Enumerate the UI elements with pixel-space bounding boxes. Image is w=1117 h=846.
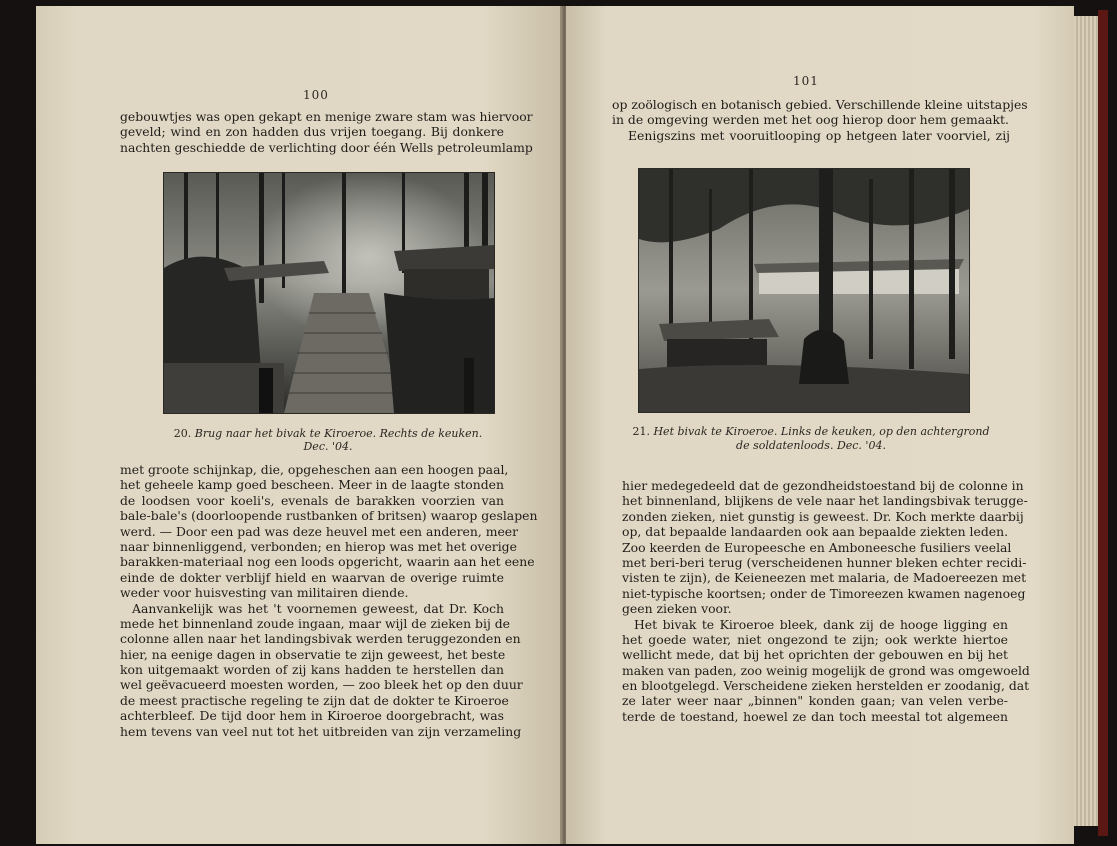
text-line: Zoo keerden de Europeesche en Amboneesche fusiliers veelal: [622, 539, 1012, 555]
text-line: visten te zijn), de Keieneezen met malaria, de Madoereezen met: [622, 570, 1027, 586]
text-line: niet-typische koortsen; onder de Timoreezen kwamen nagenoeg: [622, 585, 1026, 601]
text-line: in de omgeving werden met het oog hierop door hem gemaakt.: [612, 112, 1009, 128]
figure-21-caption-line1-wrap: [612, 425, 1010, 439]
text-line: nachten geschiedde de verlichting door één Wells petroleumlamp: [120, 139, 533, 155]
text-line: terde de toestand, hoewel ze dan toch meestal tot algemeen: [622, 708, 1008, 724]
text-line: bale-bale's (doorloopende rustbanken of britsen) waarop geslapen: [120, 508, 538, 524]
figure-21-caption: [612, 425, 1010, 453]
text-line: hem tevens van veel nut tot het uitbreiden van zijn verzameling: [120, 723, 522, 739]
figure-20-caption-text: Brug naar het bivak te Kiroeroe. Rechts de keuken. Dec. '04.: [194, 427, 483, 453]
left-bottom-text: [120, 462, 538, 739]
text-line: maken van paden, zoo weinig mogelijk de grond was omgewoeld: [622, 662, 1030, 678]
text-line: barakken-materiaal nog een loods opgericht, waarin aan het eene: [120, 554, 535, 570]
text-line: het binnenland, blijkens de vele naar het landingsbivak terugge-: [622, 493, 1028, 509]
figure-21-photo: [638, 168, 970, 413]
text-line: het goede water, niet ongezond te zijn; ook werkte hiertoe: [622, 631, 1008, 647]
text-line: Aanvankelijk was het 't voornemen geweest, dat Dr. Koch: [132, 600, 504, 616]
right-page: [566, 6, 1074, 844]
page-edges: [1074, 16, 1098, 826]
text-line: het geheele kamp goed bescheen. Meer in de laagte stonden: [120, 477, 504, 493]
text-line: de meest practische regeling te zijn dat de dokter te Kiroeroe: [120, 692, 509, 708]
left-top-text: [120, 109, 533, 155]
text-line: de loodsen voor koeli's, evenals de barakken voorzien van: [120, 492, 504, 508]
left-page-number: 100: [303, 88, 329, 102]
figure-21-caption-line2: de soldatenloods. Dec. '04.: [736, 439, 886, 452]
text-line: einde de dokter verblijf hield en waarvan de overige ruimte: [120, 569, 504, 585]
text-line: gebouwtjes was open gekapt en menige zware stam was hiervoor: [120, 109, 533, 124]
text-line: met groote schijnkap, die, opgeheschen aan een hoogen paal,: [120, 462, 509, 477]
text-line: wel geëvacueerd moesten worden, — zoo bleek het op den duur: [120, 677, 523, 693]
figure-21-caption-line1: Het bivak te Kiroeroe. Links de keuken, op den achtergrond: [653, 425, 990, 438]
figure-20-photo: [163, 172, 495, 414]
text-line: geveld; wind en zon hadden dus vrijen toegang. Bij donkere: [120, 124, 504, 140]
right-bottom-text: [622, 478, 1030, 724]
text-line: werd. — Door een pad was deze heuvel met een anderen, meer: [120, 523, 519, 539]
text-line: wellicht mede, dat bij het oprichten der gebouwen en bij het: [622, 647, 1008, 663]
text-line: naar binnenliggend, verbonden; en hierop was met het overige: [120, 538, 517, 554]
text-line: zonden zieken, niet gunstig is geweest. Dr. Koch merkte daarbij: [622, 508, 1024, 524]
text-line: hier, na eenige dagen in observatie te zijn geweest, het beste: [120, 646, 506, 662]
right-page-number: 101: [793, 74, 819, 88]
left-page: [36, 6, 560, 844]
text-line: mede het binnenland zoude ingaan, maar wijl de zieken bij de: [120, 615, 510, 631]
figure-20-number: 20.: [173, 427, 192, 440]
text-line: geen zieken voor.: [622, 601, 732, 617]
text-line: Het bivak te Kiroeroe bleek, dank zij de hooge ligging en: [634, 616, 1008, 632]
text-line: Eenigszins met vooruitlooping op hetgeen later voorviel, zij: [628, 127, 1010, 143]
text-line: op zoölogisch en botanisch gebied. Verschillende kleine uitstapjes: [612, 97, 1028, 112]
text-line: achterbleef. De tijd door hem in Kiroeroe doorgebracht, was: [120, 708, 504, 724]
book-cover-edge: [1098, 10, 1108, 836]
text-line: colonne allen naar het landingsbivak werden teruggezonden en: [120, 631, 521, 647]
right-top-text: [612, 97, 1028, 143]
text-line: hier medegedeeld dat de gezondheidstoestand bij de colonne in: [622, 478, 1024, 493]
text-line: kon uitgemaakt worden of zij kans hadden te herstellen dan: [120, 662, 504, 678]
text-line: op, dat bepaalde landaarden ook aan bepaalde ziekten leden.: [622, 524, 1009, 540]
figure-20-caption: [163, 427, 493, 453]
text-line: en blootgelegd. Verscheidene zieken herstelden er zoodanig, dat: [622, 678, 1030, 694]
text-line: ze later weer naar „binnen" konden gaan; van velen verbe-: [622, 693, 1008, 709]
text-line: met beri-beri terug (verscheidenen hunner bleken echter recidi-: [622, 554, 1027, 570]
figure-21-number: 21.: [632, 425, 650, 438]
text-line: weder voor huisvesting van militairen diende.: [120, 585, 409, 601]
